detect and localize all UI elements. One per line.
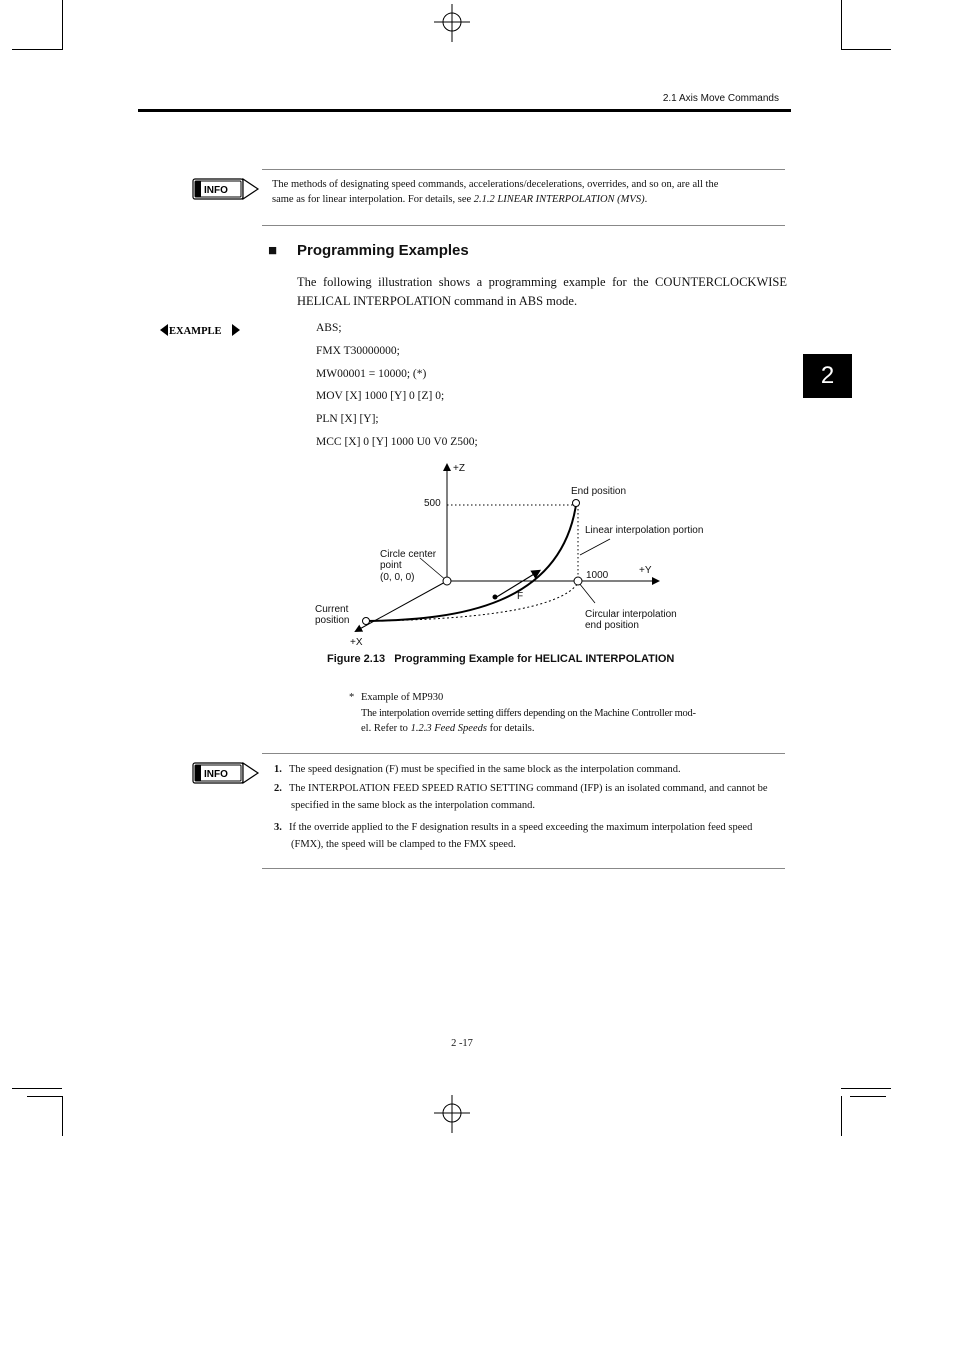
x-axis xyxy=(356,581,447,631)
z-value-label: 500 xyxy=(424,498,441,509)
linear-portion-label: Linear interpolation portion xyxy=(585,525,704,536)
code-line: ABS; xyxy=(316,322,342,334)
info-note-number: 1. xyxy=(274,764,282,775)
circular-end-pointer-line xyxy=(579,583,595,603)
header-rule xyxy=(138,109,791,112)
feed-point xyxy=(493,595,498,600)
info-note-item xyxy=(274,780,784,814)
info-note-item xyxy=(274,819,784,853)
registration-mark-top xyxy=(432,4,472,44)
current-position-label-line2: position xyxy=(315,615,350,626)
example-tag-label: EXAMPLE xyxy=(169,326,222,337)
current-position-point xyxy=(363,618,370,625)
current-position-label-line1: Current xyxy=(315,604,349,615)
code-line: MCC [X] 0 [Y] 1000 U0 V0 Z500; xyxy=(316,436,478,448)
code-line: MW00001 = 10000; (*) xyxy=(316,368,427,380)
info-note-number: 2. xyxy=(274,783,282,794)
info-badge-label: INFO xyxy=(204,769,228,780)
section-intro: The following illustration shows a programming example for the COUNTERCLOCKWISE HELICAL INTERPOLATION command in ABS mode. xyxy=(297,275,787,308)
y-axis-label: +Y xyxy=(639,565,652,576)
info-box-1-bottom-rule xyxy=(262,225,785,226)
feed-label: F xyxy=(517,591,524,602)
circular-end-label-line1: Circular interpolation xyxy=(585,609,677,620)
code-line: MOV [X] 1000 [Y] 0 [Z] 0; xyxy=(316,390,445,402)
page-number: 2 -17 xyxy=(451,1038,473,1049)
registration-mark-bottom xyxy=(432,1095,472,1135)
info-box-1-text xyxy=(272,177,784,207)
info-box-1-line1: The methods of designating speed commands, accelerations/decelerations, overrides, and so on, are all the xyxy=(272,179,719,190)
footnote-reference: 1.2.3 Feed Speeds xyxy=(410,723,487,734)
helical-interpolation-figure xyxy=(300,455,740,655)
info-note-text: The INTERPOLATION FEED SPEED RATIO SETTING command (IFP) is an isolated command, and cannot be specified in the same block as the interpolation command. xyxy=(289,783,768,811)
linear-portion-pointer-line xyxy=(580,539,610,555)
info-badge-label: INFO xyxy=(204,185,228,196)
end-position-label: End position xyxy=(571,486,627,497)
circular-projection-path xyxy=(366,583,578,621)
info-box-1-reference: 2.1.2 LINEAR INTERPOLATION (MVS) xyxy=(473,194,645,205)
chapter-tab: 2 xyxy=(803,354,852,398)
circular-end-point xyxy=(574,577,582,585)
example-tag xyxy=(160,322,242,338)
end-position-point xyxy=(573,500,580,507)
y-value-label: 1000 xyxy=(586,570,609,581)
center-pointer-line xyxy=(420,558,447,581)
footnote-title: Example of MP930 xyxy=(361,692,444,703)
info-note-item xyxy=(274,761,784,778)
info-box-2-bottom-rule xyxy=(262,868,785,869)
center-label-line3: (0, 0, 0) xyxy=(380,572,415,583)
footnote-line1: The interpolation override setting differs depending on the Machine Controller mod- xyxy=(361,708,696,719)
footnote-line2: el. Refer to 1.2.3 Feed Speeds for details. xyxy=(361,723,535,734)
circle-center-point xyxy=(443,577,451,585)
center-label-line1: Circle center xyxy=(380,549,437,560)
info-box-1-line2: same as for linear interpolation. For details, see 2.1.2 LINEAR INTERPOLATION (MVS). xyxy=(272,194,648,205)
footnote-mark: * xyxy=(349,692,355,703)
running-header: 2.1 Axis Move Commands xyxy=(662,93,779,104)
info-note-text: The speed designation (F) must be specified in the same block as the interpolation command. xyxy=(289,764,681,775)
circular-end-label-line2: end position xyxy=(585,620,639,631)
info-box-2-top-rule xyxy=(262,753,785,754)
info-note-text: If the override applied to the F designation results in a speed exceeding the maximum interpolation feed speed (FMX), the speed will be clamped to the FMX speed. xyxy=(289,822,753,850)
info-badge-icon xyxy=(192,762,260,784)
info-badge-icon xyxy=(192,178,260,200)
info-box-1-top-rule xyxy=(262,169,785,170)
z-axis-label: +Z xyxy=(453,463,465,474)
section-heading: Programming Examples xyxy=(297,242,469,259)
section-bullet: ■ xyxy=(268,242,278,259)
info-note-number: 3. xyxy=(274,822,282,833)
x-axis-label: +X xyxy=(350,637,363,648)
code-line: FMX T30000000; xyxy=(316,345,400,357)
code-line: PLN [X] [Y]; xyxy=(316,413,379,425)
center-label-line2: point xyxy=(380,560,402,571)
figure-caption: Figure 2.13 Programming Example for HELICAL INTERPOLATION xyxy=(327,653,675,665)
